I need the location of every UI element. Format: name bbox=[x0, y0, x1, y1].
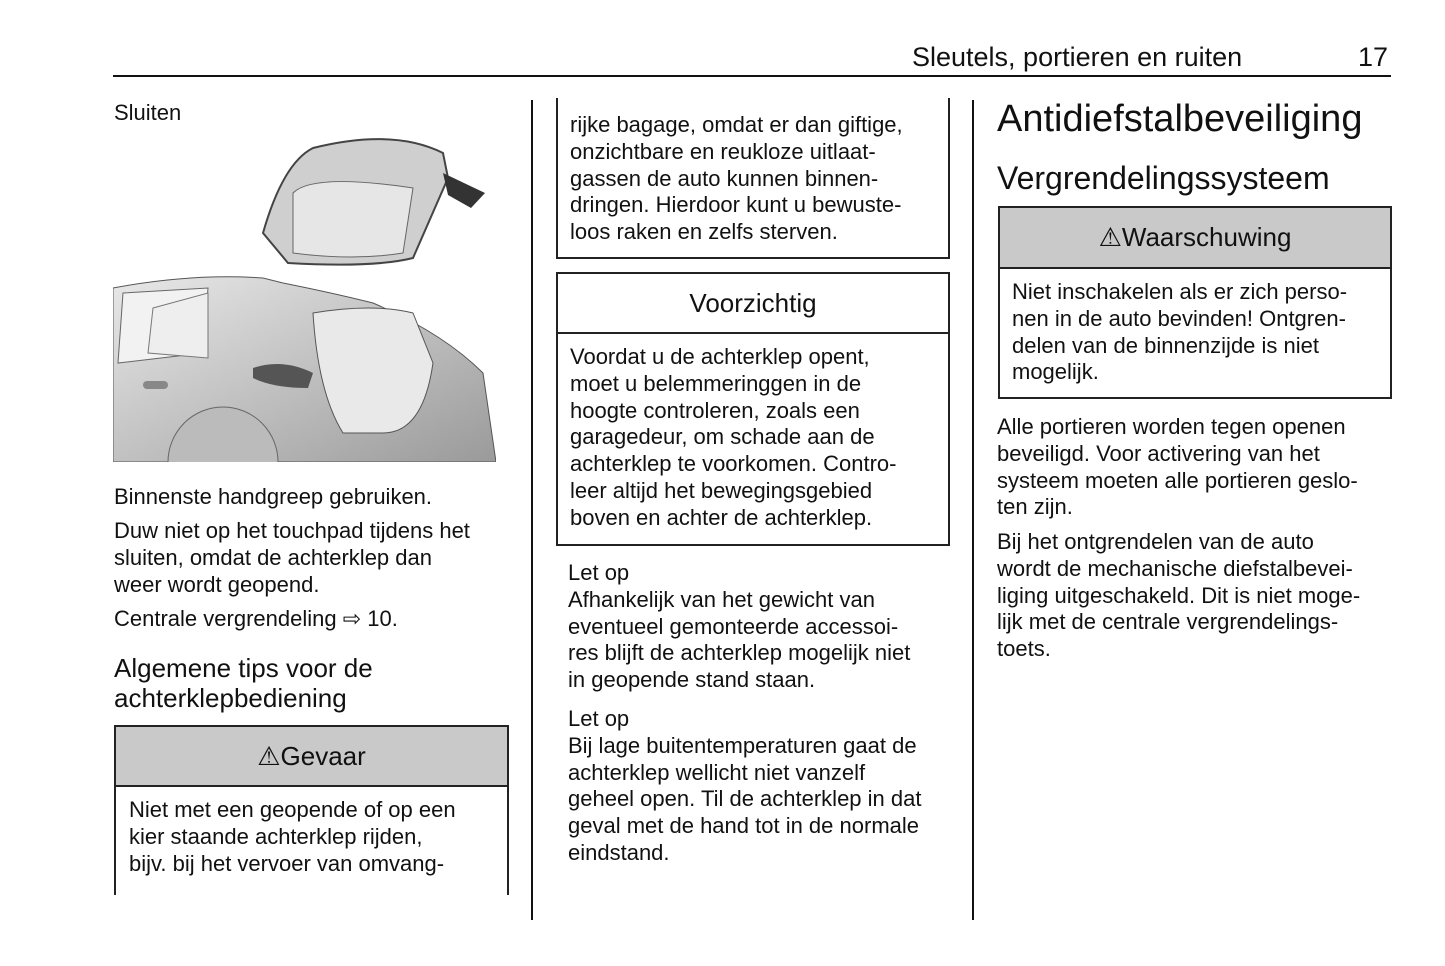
subheading: Sluiten bbox=[114, 100, 182, 125]
text-line: nen in de auto bevinden! Ontgren- bbox=[1012, 305, 1346, 331]
danger-box-title: ⚠Gevaar bbox=[116, 727, 507, 787]
text-line: Niet inschakelen als er zich perso- bbox=[1012, 279, 1348, 304]
text-line: delen van de binnenzijde is niet bbox=[1012, 332, 1320, 358]
danger-box bbox=[114, 725, 509, 895]
text-line: liging uitgeschakeld. Dit is niet moge- bbox=[997, 582, 1361, 608]
caution-box-title: Voorzichtig bbox=[558, 274, 948, 334]
text-line: toets. bbox=[997, 636, 1051, 662]
text-line: achterklepbediening bbox=[114, 683, 347, 713]
text-line: loos raken en zelfs sterven. bbox=[570, 219, 838, 245]
section-title: Sleutels, portieren en ruiten bbox=[912, 42, 1243, 72]
text-line: hoogte controleren, zoals een bbox=[570, 397, 860, 423]
car-tailgate-illustration-icon bbox=[113, 133, 496, 462]
text-line: Bij het ontgrendelen van de auto bbox=[997, 529, 1314, 554]
text-line: Niet met een geopende of op een bbox=[129, 797, 456, 822]
text-line: ten zijn. bbox=[997, 494, 1073, 520]
text-line: Let op bbox=[568, 706, 630, 731]
danger-box-text bbox=[570, 112, 903, 246]
note bbox=[568, 560, 910, 694]
text-line: res blijft de achterklep mogelijk niet bbox=[568, 640, 911, 666]
header-rule bbox=[113, 75, 1391, 77]
paragraph bbox=[997, 529, 1360, 663]
text-line: moet u belemmeringgen in de bbox=[570, 370, 862, 396]
subtitle: Vergrendelingssysteem bbox=[997, 160, 1330, 196]
text-line: kier staande achterklep rijden, bbox=[129, 823, 423, 849]
text-line: Centrale vergrendeling ⇨ 10. bbox=[114, 606, 398, 631]
text-line: eindstand. bbox=[568, 839, 670, 865]
paragraph bbox=[997, 414, 1358, 521]
danger-box-continued bbox=[556, 98, 950, 259]
text-line: beveiligd. Voor activering van het bbox=[997, 440, 1320, 466]
text-line: Algemene tips voor de bbox=[114, 653, 373, 683]
warning-box bbox=[998, 206, 1392, 399]
text-line: Voordat u de achterklep opent, bbox=[570, 344, 870, 369]
warning-box-text bbox=[1012, 279, 1347, 386]
page-number: 17 bbox=[1358, 42, 1389, 72]
text-line: onzichtbare en reukloze uitlaat- bbox=[570, 138, 876, 164]
text-line: weer wordt geopend. bbox=[114, 571, 320, 597]
section-heading bbox=[114, 653, 373, 713]
text-line: achterklep te voorkomen. Contro- bbox=[570, 451, 897, 477]
text-line: eventueel gemonteerde accessoi- bbox=[568, 613, 899, 639]
column-divider bbox=[972, 100, 974, 920]
note bbox=[568, 706, 921, 867]
text-line: wordt de mechanische diefstalbevei- bbox=[997, 555, 1353, 581]
text-line: boven en achter de achterklep. bbox=[570, 504, 873, 530]
text-line: mogelijk. bbox=[1012, 359, 1099, 385]
text-line: leer altijd het bewegingsgebied bbox=[570, 477, 873, 503]
paragraph bbox=[114, 518, 470, 598]
danger-box-text bbox=[129, 797, 456, 877]
text-line: geheel open. Til de achterklep in dat bbox=[568, 786, 922, 812]
text-line: Afhankelijk van het gewicht van bbox=[568, 586, 875, 612]
warning-box-title: ⚠Waarschuwing bbox=[1000, 208, 1390, 269]
text-line: garagedeur, om schade aan de bbox=[570, 424, 875, 450]
text-line: rijke bagage, omdat er dan giftige, bbox=[570, 112, 903, 137]
caution-box bbox=[556, 272, 950, 546]
text-line: achterklep wellicht niet vanzelf bbox=[568, 759, 866, 785]
page-title: Antidiefstalbeveiliging bbox=[997, 98, 1363, 140]
caution-box-text bbox=[570, 344, 897, 532]
paragraph bbox=[114, 606, 398, 633]
paragraph bbox=[114, 484, 432, 511]
text-line: Let op bbox=[568, 560, 630, 585]
text-line: Duw niet op het touchpad tijdens het bbox=[114, 518, 470, 543]
column-divider bbox=[531, 100, 533, 920]
text-line: Alle portieren worden tegen openen bbox=[997, 414, 1346, 439]
text-line: lijk met de centrale vergrendelings- bbox=[997, 609, 1339, 635]
text-line: bijv. bij het vervoer van omvang- bbox=[129, 850, 445, 876]
text-line: Bij lage buitentemperaturen gaat de bbox=[568, 732, 917, 758]
text-line: sluiten, omdat de achterklep dan bbox=[114, 544, 432, 570]
text-line: Binnenste handgreep gebruiken. bbox=[114, 484, 433, 509]
text-line: systeem moeten alle portieren geslo- bbox=[997, 467, 1358, 493]
text-line: in geopende stand staan. bbox=[568, 667, 816, 693]
text-line: geval met de hand tot in de normale bbox=[568, 813, 920, 839]
text-line: dringen. Hierdoor kunt u bewuste- bbox=[570, 192, 902, 218]
text-line: gassen de auto kunnen binnen- bbox=[570, 165, 879, 191]
